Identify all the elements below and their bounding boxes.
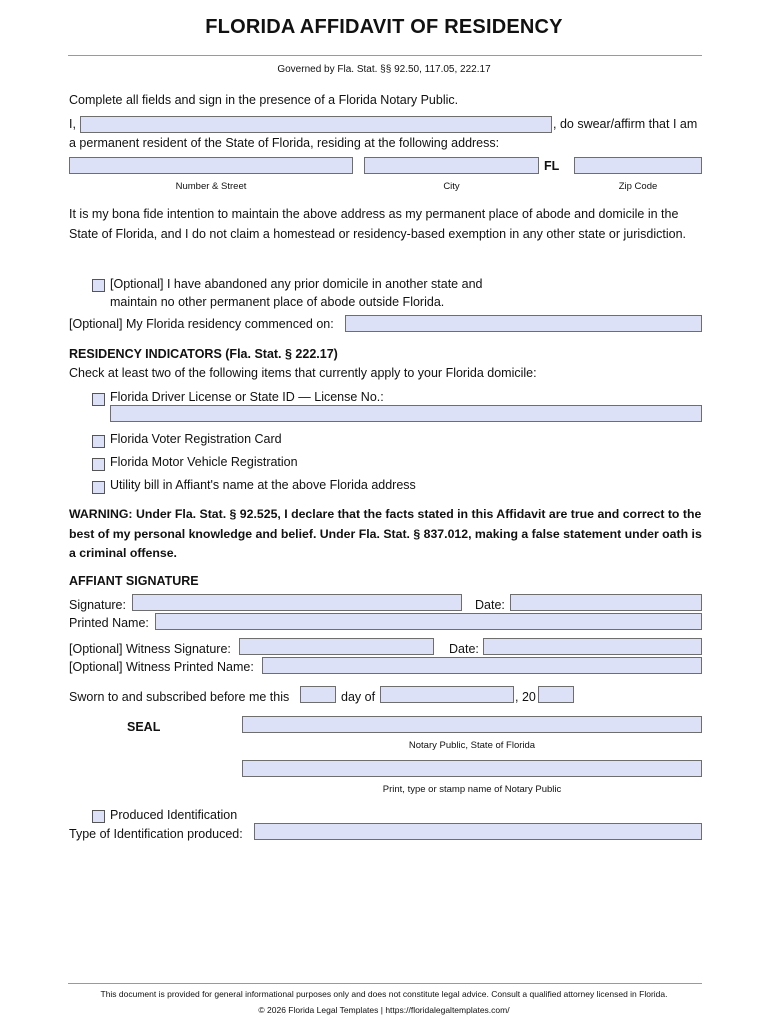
indicators-instruction: Check at least two of the following items that currently apply to your Florida domicile: — [69, 366, 537, 380]
title-divider — [68, 55, 702, 56]
abandoned-domicile-text-2: maintain no other permanent place of abode outside Florida. — [110, 295, 445, 309]
utility-bill-checkbox[interactable] — [92, 481, 105, 494]
vehicle-registration-label: Florida Motor Vehicle Registration — [110, 455, 298, 469]
abandoned-domicile-text-1: [Optional] I have abandoned any prior domicile in another state and — [110, 277, 483, 291]
driver-license-label: Florida Driver License or State ID — License No.: — [110, 390, 384, 404]
notary-year-field[interactable] — [538, 686, 574, 703]
swear-affirm-text: , do swear/affirm that I am — [553, 117, 698, 131]
affiant-signature-field[interactable] — [132, 594, 462, 611]
seal-label: SEAL — [127, 720, 161, 734]
notary-print-caption: Print, type or stamp name of Notary Public — [382, 784, 562, 795]
notary-printed-name-field[interactable] — [242, 760, 702, 777]
notary-caption: Notary Public, State of Florida — [408, 740, 536, 751]
footer-disclaimer: This document is provided for general informational purposes only and does not constitute legal advice. Consult a qualified attorney licensed in Florida. — [100, 989, 668, 999]
indicators-heading: RESIDENCY INDICATORS (Fla. Stat. § 222.17) — [69, 347, 338, 361]
driver-license-checkbox[interactable] — [92, 393, 105, 406]
license-number-field[interactable] — [110, 405, 702, 422]
notary-day-field[interactable] — [300, 686, 336, 703]
id-type-field[interactable] — [254, 823, 702, 840]
perjury-warning: WARNING: Under Fla. Stat. § 92.525, I declare that the facts stated in this Affidavit are true and correct to the best of my personal knowledge and belief. Under Fla. Stat. § 837.012, making a false statement under oath is a criminal offense. — [69, 507, 702, 560]
document-title: FLORIDA AFFIDAVIT OF RESIDENCY — [205, 16, 563, 38]
zip-code-field[interactable] — [574, 157, 702, 174]
day-of-text: day of — [341, 690, 376, 704]
footer-copyright: © 2026 Florida Legal Templates | https://floridalegaltemplates.com/ — [258, 1005, 510, 1015]
affiant-name-field[interactable] — [80, 116, 552, 133]
city-field[interactable] — [364, 157, 539, 174]
governing-statutes: Governed by Fla. Stat. §§ 92.50, 117.05, 222.17 — [277, 64, 491, 75]
year-prefix-text: , 20 — [515, 690, 536, 704]
notary-month-field[interactable] — [380, 686, 514, 703]
utility-bill-label: Utility bill in Affiant's name at the above Florida address — [110, 478, 416, 492]
residency-statement: a permanent resident of the State of Florida, residing at the following address: — [69, 136, 500, 150]
footer-divider — [68, 983, 702, 984]
signature-label: Signature: — [69, 598, 126, 612]
commenced-label: [Optional] My Florida residency commenced on: — [69, 317, 334, 331]
witness-signature-label: [Optional] Witness Signature: — [69, 642, 231, 656]
signature-date-label: Date: — [475, 598, 505, 612]
street-caption: Number & Street — [175, 181, 247, 192]
notary-signature-field[interactable] — [242, 716, 702, 733]
printed-name-field[interactable] — [155, 613, 702, 630]
produced-identification-label: Produced Identification — [110, 808, 238, 822]
zip-caption: Zip Code — [618, 181, 658, 192]
vehicle-registration-checkbox[interactable] — [92, 458, 105, 471]
witness-printed-name-field[interactable] — [262, 657, 702, 674]
affiant-prefix: I, — [69, 117, 76, 131]
sworn-text: Sworn to and subscribed before me this — [69, 690, 290, 704]
signature-date-field[interactable] — [510, 594, 702, 611]
street-address-field[interactable] — [69, 157, 353, 174]
witness-date-label: Date: — [449, 642, 479, 656]
signature-heading: AFFIANT SIGNATURE — [69, 574, 199, 588]
voter-registration-label: Florida Voter Registration Card — [110, 432, 282, 446]
voter-registration-checkbox[interactable] — [92, 435, 105, 448]
produced-identification-checkbox[interactable] — [92, 810, 105, 823]
state-label: FL — [544, 159, 560, 173]
commencement-date-field[interactable] — [345, 315, 702, 332]
printed-name-label: Printed Name: — [69, 616, 149, 630]
witness-signature-field[interactable] — [239, 638, 434, 655]
intention-paragraph: It is my bona fide intention to maintain the above address as my permanent place of abode and domicile in the State of Florida, and I do not claim a homestead or residency-based exemption in any other state or jurisdiction. — [69, 207, 686, 241]
witness-printed-name-label: [Optional] Witness Printed Name: — [69, 660, 254, 674]
witness-date-field[interactable] — [483, 638, 702, 655]
abandoned-domicile-checkbox[interactable] — [92, 279, 105, 292]
instructions-text: Complete all fields and sign in the presence of a Florida Notary Public. — [69, 93, 459, 107]
city-caption: City — [443, 181, 460, 192]
id-type-label: Type of Identification produced: — [69, 827, 243, 841]
